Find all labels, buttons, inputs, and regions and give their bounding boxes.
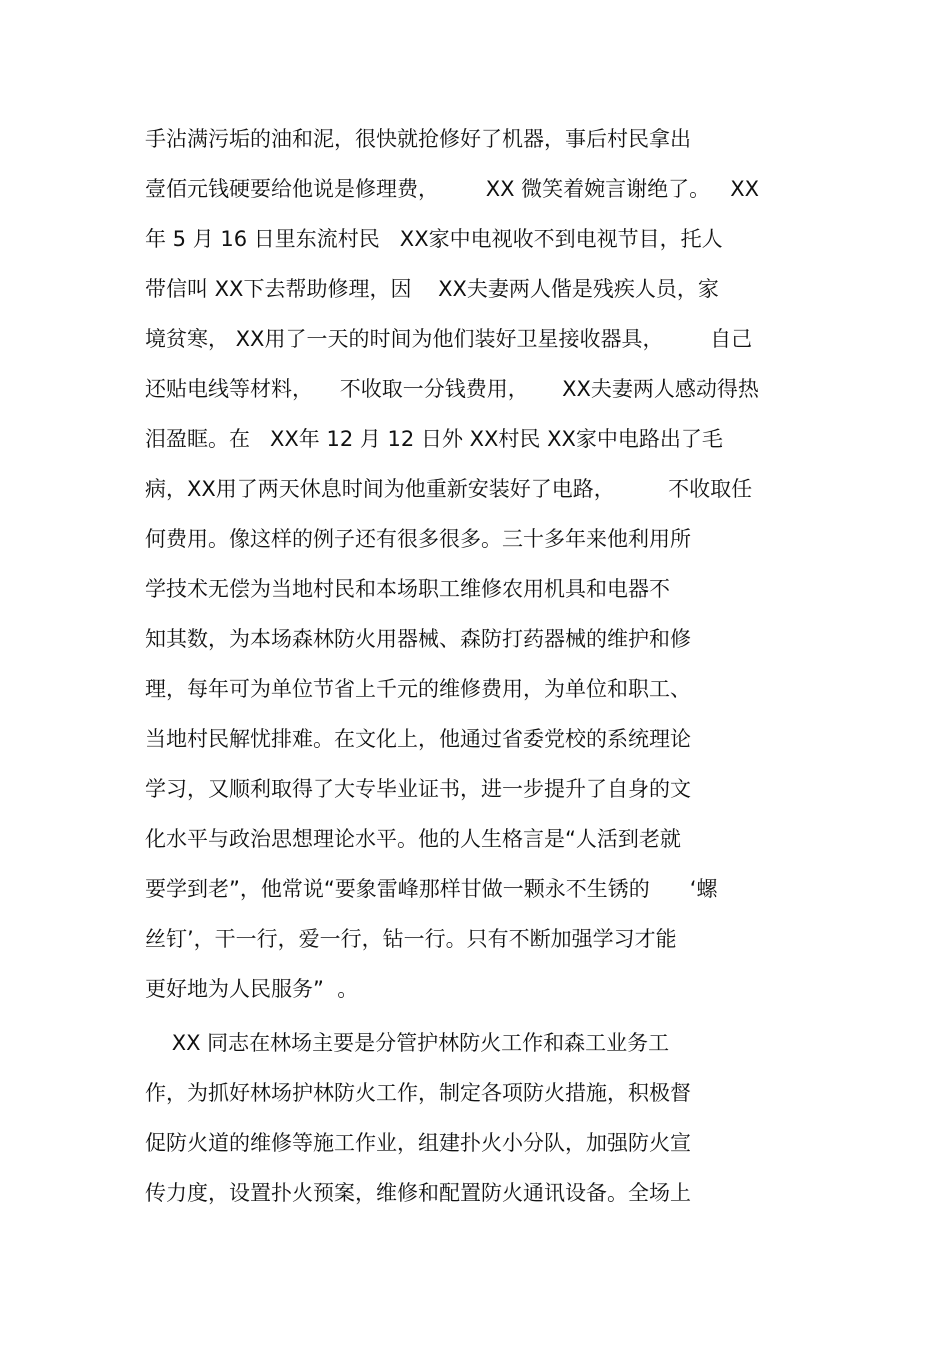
text-line: 更好地为人民服务” 。 (145, 977, 359, 1001)
text-line: 丝钉’，干一行，爱一行，钻一行。只有不断加强学习才能 (145, 927, 677, 951)
text-line: 学技术无偿为当地村民和本场职工维修农用机具和电器不 (145, 577, 670, 601)
text-line: 境贫寒， XX用了一天的时间为他们装好卫星接收器具， 自己 (145, 327, 753, 351)
text-line: 理，每年可为单位节省上千元的维修费用，为单位和职工、 (145, 677, 691, 701)
text-line: 学习，又顺利取得了大专毕业证书，进一步提升了自身的文 (145, 777, 691, 801)
text-line: 带信叫 XX下去帮助修理，因 XX夫妻两人偕是残疾人员，家 (145, 277, 719, 301)
text-line: 壹佰元钱硬要给他说是修理费， XX 微笑着婉言谢绝了。 XX (145, 177, 759, 201)
text-line: 知其数，为本场森林防火用器械、森防打药器械的维护和修 (145, 627, 691, 651)
text-line: 促防火道的维修等施工作业，组建扑火小分队，加强防火宣 (145, 1131, 691, 1155)
text-line: 手沾满污垢的油和泥，很快就抢修好了机器，事后村民拿出 (145, 127, 691, 151)
text-line: 要学到老”，他常说“要象雷峰那样甘做一颗永不生锈的 ‘螺 (145, 877, 718, 901)
document-body (145, 122, 835, 1226)
text-line: 作，为抓好林场护林防火工作，制定各项防火措施，积极督 (145, 1081, 691, 1105)
text-line: 化水平与政治思想理论水平。他的人生格言是“人活到老就 (145, 827, 681, 851)
text-line: 年 5 月 16 日里东流村民 XX家中电视收不到电视节目，托人 (145, 227, 723, 251)
text-line: 传力度，设置扑火预案，维修和配置防火通讯设备。全场上 (145, 1181, 691, 1205)
text-line: 当地村民解忧排难。在文化上，他通过省委党校的系统理论 (145, 727, 691, 751)
text-line: 泪盈眶。在 XX年 12 月 12 日外 XX村民 XX家中电路出了毛 (145, 427, 723, 451)
text-line: 病，XX用了两天休息时间为他重新安装好了电路， 不收取任 (145, 477, 753, 501)
text-line: XX 同志在林场主要是分管护林防火工作和森工业务工 (145, 1031, 670, 1055)
text-line: 还贴电线等材料， 不收取一分钱费用， XX夫妻两人感动得热 (145, 377, 759, 401)
text-line: 何费用。像这样的例子还有很多很多。三十多年来他利用所 (145, 527, 691, 551)
